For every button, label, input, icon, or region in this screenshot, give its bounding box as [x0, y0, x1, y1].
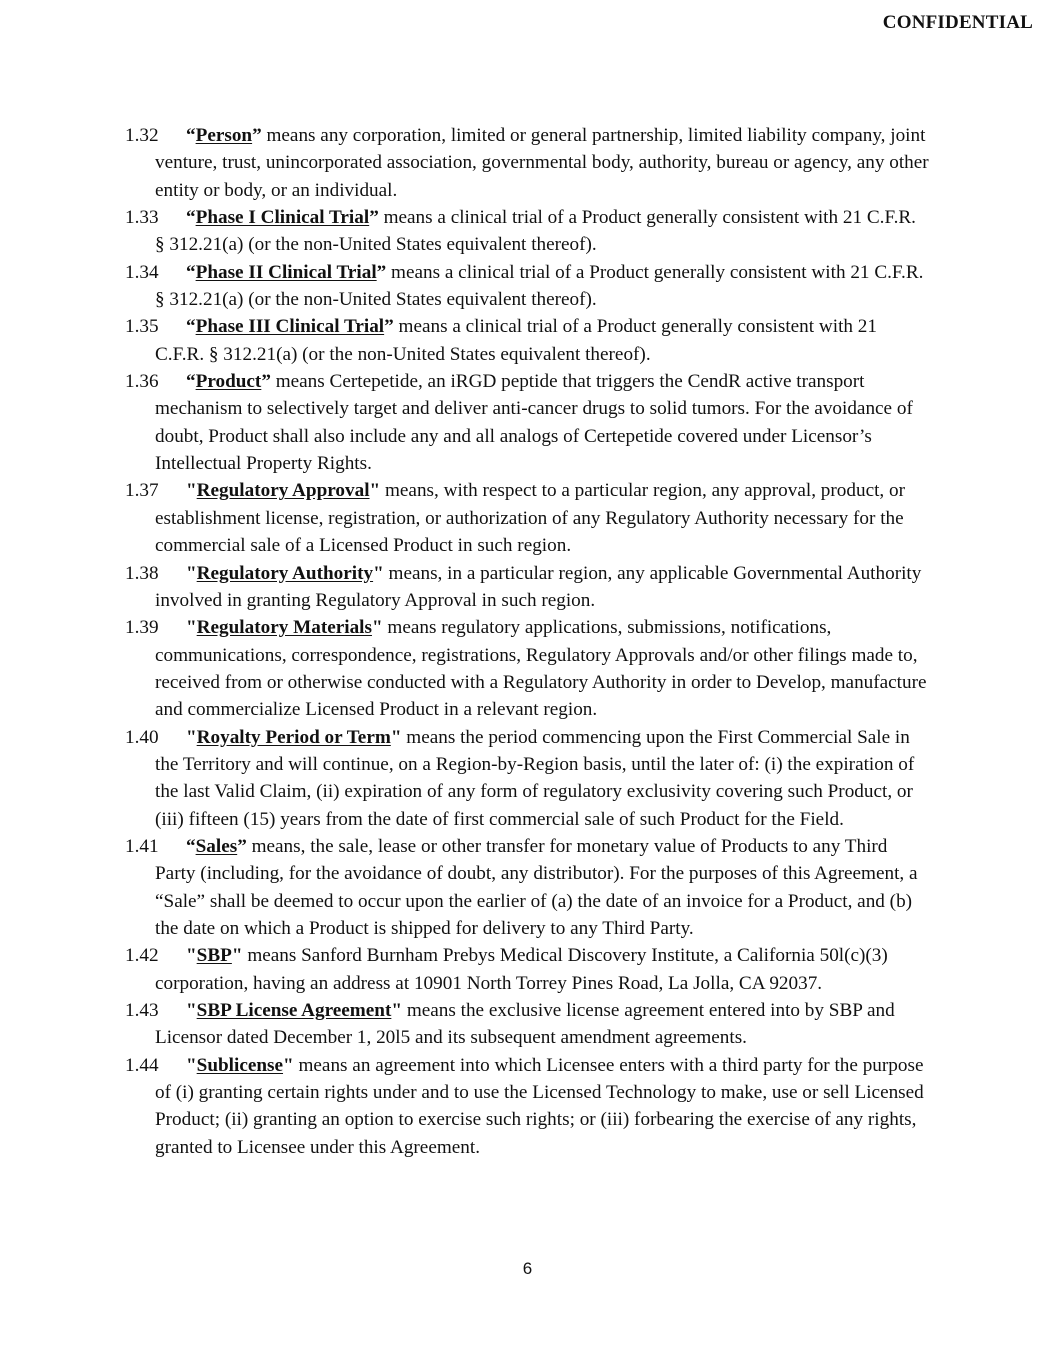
definition-text: means Certepetide, an iRGD peptide that triggers the CendR active transport mechanism to selectively target and deliver anti-cancer drugs to solid tumors. For the avoidance of doubt, Product shall also include any and all analogs of Certepetide covered under Licensor’s Intellectual Property Rights. — [155, 371, 913, 475]
defined-term: "SBP" — [186, 945, 243, 967]
definition-text: means regulatory applications, submissions, notifications, communications, correspondence, registrations, Regulatory Approvals and/or other filings made to, received from or otherwise conducted with a Regulatory Authority in order to Develop, manufacture and commercialize Licensed Product in a relevant region. — [155, 617, 927, 721]
section-number: 1.40 — [125, 726, 159, 748]
definition-text: means, the sale, lease or other transfer for monetary value of Products to any Third Party (including, for the avoidance of doubt, any distributor). For the purposes of this Agreement, a “Sale” shall be deemed to occur upon the earlier of (a) the date of an invoice for a Product, and (b) the date on which a Product is shipped for delivery to any Third Party. — [155, 835, 918, 939]
section-number: 1.35 — [125, 316, 159, 338]
definition-item — [125, 313, 930, 368]
definition-item — [125, 833, 930, 942]
defined-term: “Person” — [186, 125, 262, 146]
definition-item — [125, 477, 930, 559]
definition-item — [125, 997, 930, 1052]
section-number: 1.42 — [125, 945, 159, 967]
defined-term: "Regulatory Authority" — [186, 562, 384, 584]
definition-text: means Sanford Burnham Prebys Medical Discovery Institute, a California 50l(c)(3) corporation, having an address at 10901 North Torrey Pines Road, La Jolla, CA 92037. — [155, 945, 888, 994]
defined-term: "Regulatory Materials" — [186, 617, 383, 639]
defined-term: “Sales” — [186, 835, 247, 857]
section-number: 1.43 — [125, 1000, 159, 1021]
definition-text: means a clinical trial of a Product generally consistent with 21 C.F.R. § 312.21(a) (or the non-United States equivalent thereof). — [155, 207, 916, 256]
section-number: 1.32 — [125, 125, 159, 146]
definition-item — [125, 724, 930, 833]
section-number: 1.39 — [125, 617, 159, 639]
definition-item — [125, 204, 930, 259]
defined-term: "Regulatory Approval" — [186, 480, 381, 502]
definition-item — [125, 259, 930, 314]
section-number: 1.37 — [125, 480, 159, 502]
defined-term: "Sublicense" — [186, 1054, 294, 1076]
definition-text: means any corporation, limited or general partnership, limited liability company, joint venture, trust, unincorporated association, governmental body, authority, bureau or agency, any other entity or body, or an individual. — [155, 125, 929, 201]
definition-text: means, in a particular region, any applicable Governmental Authority involved in granting Regulatory Approval in such region. — [155, 562, 922, 611]
definition-text: means a clinical trial of a Product generally consistent with 21 C.F.R. § 312.21(a) (or the non-United States equivalent thereof). — [155, 261, 924, 311]
definitions-list — [125, 122, 930, 1161]
section-number: 1.44 — [125, 1054, 159, 1076]
definition-item — [125, 122, 930, 204]
definition-item — [125, 560, 930, 615]
defined-term: “Phase I Clinical Trial” — [186, 207, 379, 229]
section-number: 1.33 — [125, 207, 159, 229]
definition-text: means the period commencing upon the First Commercial Sale in the Territory and will continue, on a Region-by-Region basis, until the later of: (i) the expiration of the last Valid Claim, (ii) expiration of any form of regulatory exclusivity covering such Product, or (iii) fifteen (15) years from the date of first commercial sale of such Product for the Field. — [155, 726, 915, 830]
defined-term: “Product” — [186, 371, 271, 393]
defined-term: “Phase II Clinical Trial” — [186, 261, 387, 283]
section-number: 1.34 — [125, 261, 159, 283]
definition-item — [125, 368, 930, 477]
definition-text: means an agreement into which Licensee enters with a third party for the purpose of (i) granting certain rights under and to use the Licensed Technology to make, use or sell Licensed Product; (ii) granting an option to exercise such rights; or (iii) forbearing the exercise of any rights, granted to Licensee under this Agreement. — [155, 1054, 924, 1158]
page-number: 6 — [522, 1259, 533, 1278]
section-number: 1.41 — [125, 835, 159, 857]
definition-text: means a clinical trial of a Product generally consistent with 21 C.F.R. § 312.21(a) (or the non-United States equivalent thereof). — [155, 316, 877, 365]
defined-term: "SBP License Agreement" — [186, 1000, 403, 1021]
definition-item — [125, 614, 930, 723]
section-number: 1.36 — [125, 371, 159, 393]
definition-text: means, with respect to a particular region, any approval, product, or establishment license, registration, or authorization of any Regulatory Authority necessary for the commercial sale of a Licensed Product in such region. — [155, 480, 905, 557]
defined-term: “Phase III Clinical Trial” — [186, 316, 394, 338]
section-number: 1.38 — [125, 562, 159, 584]
definition-item — [125, 942, 930, 997]
confidential-header: CONFIDENTIAL — [882, 12, 1033, 33]
definition-item — [125, 1052, 930, 1161]
definition-text: means the exclusive license agreement entered into by SBP and Licensor dated December 1, 20l5 and its subsequent amendment agreements. — [155, 1000, 895, 1049]
defined-term: "Royalty Period or Term" — [186, 726, 402, 748]
